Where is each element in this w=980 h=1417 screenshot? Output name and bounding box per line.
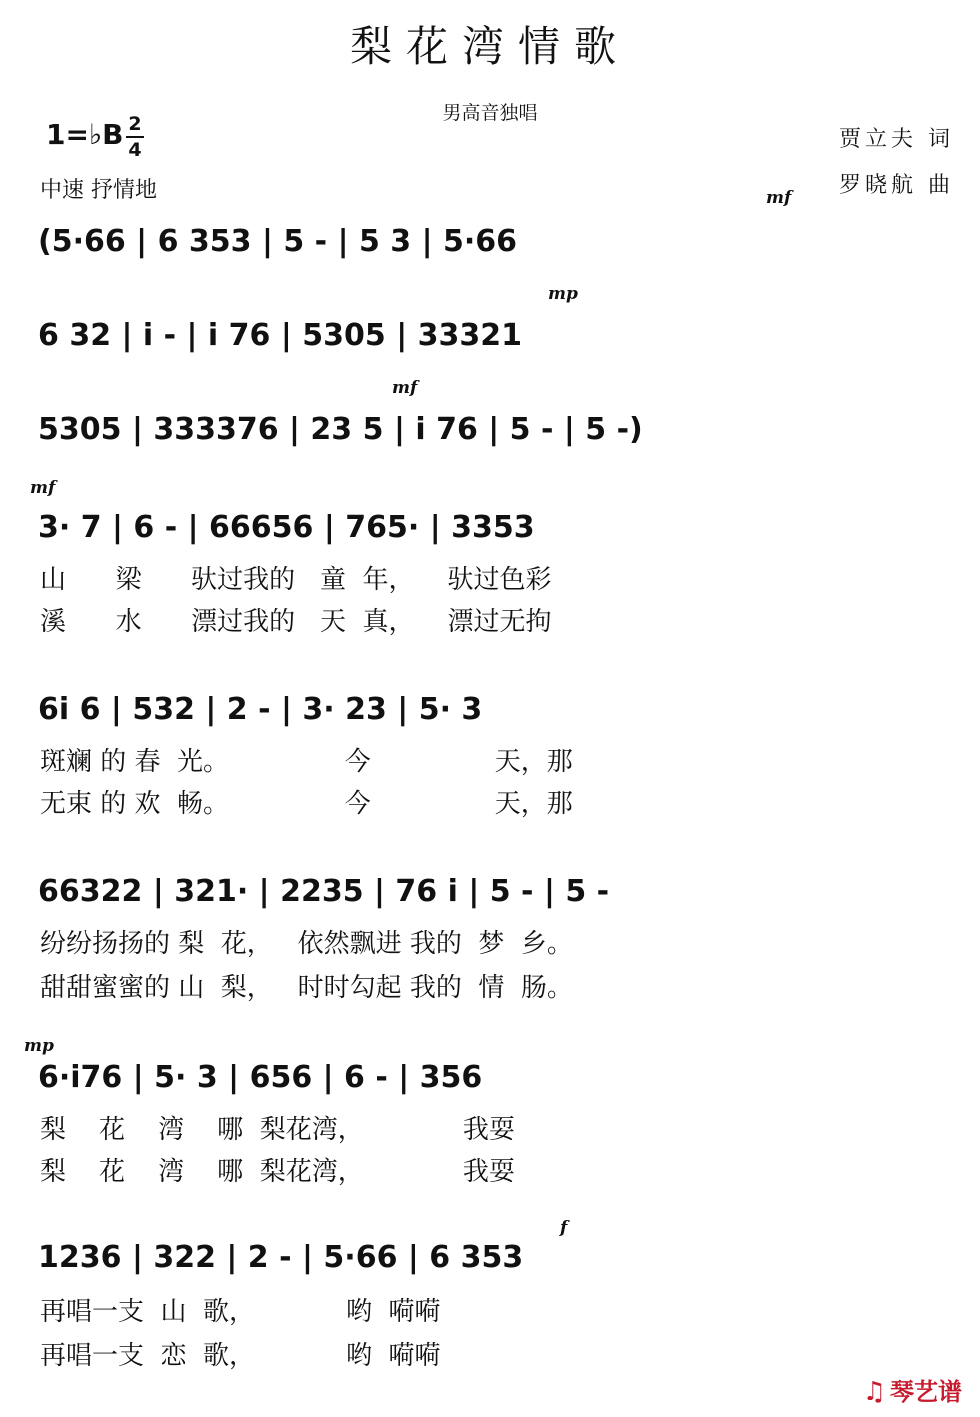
performance-note: 男高音独唱 bbox=[442, 102, 538, 124]
time-signature-top: 2 bbox=[128, 113, 142, 135]
lyric-verse-1: 纷纷扬扬的 梨 花， 依然飘进 我的 梦 乡。 bbox=[40, 929, 573, 959]
notes-row-8: 1236 | 322 | 2 - | 5·66 | 6 353 bbox=[38, 1240, 524, 1275]
notes-row-3: 5305 | 333376 | 23 5 | i 76 | 5 - | 5 -) bbox=[38, 412, 643, 447]
notes-row-1: (5·66 | 6 353 | 5 - | 5 3 | 5·66 bbox=[38, 224, 518, 259]
lyric-verse-2: 无束 的 欢 畅。 今 天，那 bbox=[40, 789, 573, 819]
lyric-verse-1: 斑斓 的 春 光。 今 天，那 bbox=[40, 747, 573, 777]
dynamic-marking: mp bbox=[548, 284, 578, 304]
logo-icon: ♫ bbox=[862, 1377, 886, 1407]
dynamic-marking: mf bbox=[30, 478, 56, 498]
composer-credit: 罗晓航 曲 bbox=[839, 173, 954, 198]
lyric-verse-2: 再唱一支 恋 歌， 哟 嗬嗬 bbox=[40, 1341, 441, 1371]
site-logo bbox=[863, 1372, 962, 1407]
notes-row-5: 6i 6 | 532 | 2 - | 3· 23 | 5· 3 bbox=[38, 692, 483, 727]
notes-row-4: 3· 7 | 6 - | 66656 | 765· | 3353 bbox=[38, 510, 535, 545]
dynamic-marking: mf bbox=[766, 188, 792, 208]
key-signature: 1=♭B bbox=[46, 118, 124, 151]
time-signature-bar bbox=[126, 136, 144, 138]
lyricist-credit: 贾立夫 词 bbox=[839, 127, 954, 152]
dynamic-marking: f bbox=[560, 1218, 568, 1238]
lyric-verse-2: 甜甜蜜蜜的 山 梨， 时时勾起 我的 情 肠。 bbox=[40, 973, 573, 1003]
time-signature bbox=[126, 113, 144, 161]
tempo-marking: 中速 抒情地 bbox=[40, 178, 157, 203]
lyric-verse-1: 再唱一支 山 歌， 哟 嗬嗬 bbox=[40, 1297, 441, 1327]
notes-row-7: 6·i76 | 5· 3 | 656 | 6 - | 356 bbox=[38, 1060, 483, 1095]
notes-row-2: 6 32 | i - | i 76 | 5305 | 33321 bbox=[38, 318, 522, 353]
dynamic-marking: mp bbox=[24, 1036, 54, 1056]
lyric-verse-1: 山 梁 驮过我的 童 年， 驮过色彩 bbox=[40, 565, 552, 595]
lyric-verse-2: 溪 水 漂过我的 天 真， 漂过无拘 bbox=[40, 607, 552, 637]
logo-text: 琴艺谱 bbox=[890, 1378, 962, 1406]
lyric-verse-1: 梨 花 湾 哪 梨花湾， 我耍 bbox=[40, 1115, 515, 1145]
dynamic-marking: mf bbox=[392, 378, 418, 398]
notes-row-6: 66322 | 321· | 2235 | 76 i | 5 - | 5 - bbox=[38, 874, 610, 909]
time-signature-bottom: 4 bbox=[128, 139, 142, 161]
song-title: 梨花湾情歌 bbox=[349, 22, 630, 71]
lyric-verse-2: 梨 花 湾 哪 梨花湾， 我耍 bbox=[40, 1157, 515, 1187]
